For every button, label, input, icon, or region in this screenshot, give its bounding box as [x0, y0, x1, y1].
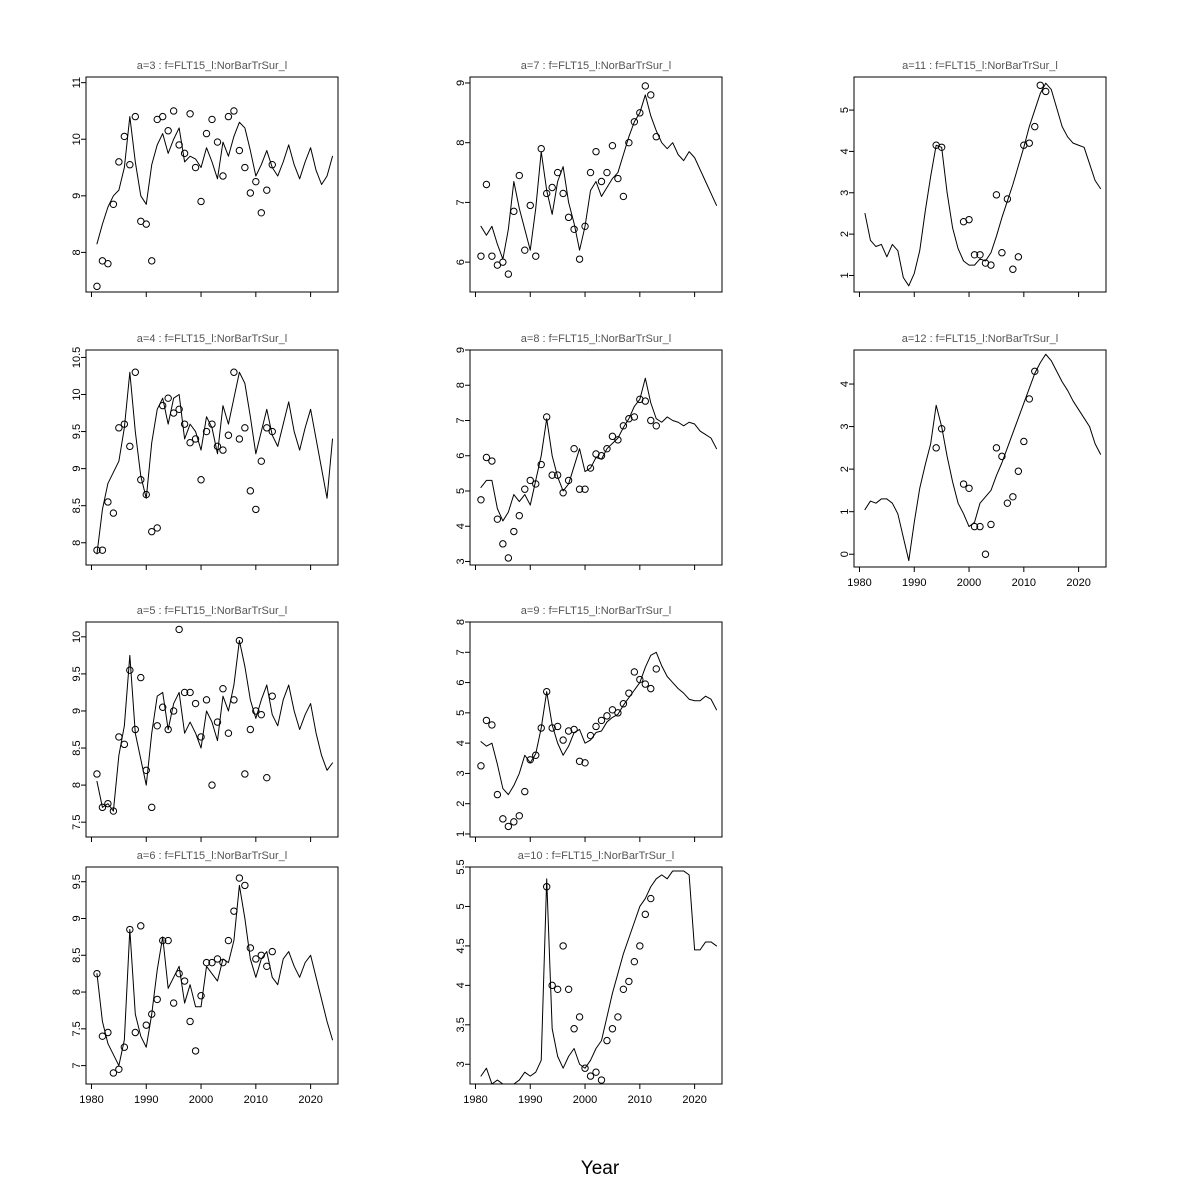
observation-point — [489, 458, 495, 464]
observation-point — [522, 486, 528, 492]
observation-point — [615, 710, 621, 716]
observation-point — [127, 667, 133, 673]
panel-title: a=3 : f=FLT15_l:NorBarTrSur_l — [136, 60, 288, 72]
y-tick-label: 7 — [454, 417, 467, 424]
observation-point — [982, 551, 988, 557]
plot-frame — [854, 77, 1106, 292]
observation-point — [264, 774, 270, 780]
observation-point — [264, 963, 270, 969]
x-tick-label: 2010 — [243, 1094, 269, 1106]
y-tick-label: 5 — [454, 709, 467, 716]
y-tick-label: 2 — [454, 800, 467, 807]
observation-point — [242, 425, 248, 431]
panel-title: a=9 : f=FLT15_l:NorBarTrSur_l — [520, 605, 672, 617]
panel-title: a=8 : f=FLT15_l:NorBarTrSur_l — [520, 333, 672, 345]
y-tick-label: 2 — [838, 466, 851, 473]
x-tick-label: 1990 — [518, 1094, 543, 1106]
y-tick-label: 5.5 — [454, 859, 467, 875]
observation-point — [110, 201, 116, 207]
fitted-line — [481, 652, 717, 794]
observation-point — [127, 443, 133, 449]
observation-point — [988, 521, 994, 527]
observation-point — [198, 477, 204, 483]
observation-point — [231, 908, 237, 914]
observation-point — [187, 111, 193, 117]
observation-point — [511, 528, 517, 534]
y-tick-label: 9 — [70, 192, 83, 199]
panel-title: a=6 : f=FLT15_l:NorBarTrSur_l — [136, 850, 288, 862]
observation-point — [522, 247, 528, 253]
y-tick-label: 8 — [454, 618, 467, 626]
panel-title: a=7 : f=FLT15_l:NorBarTrSur_l — [520, 60, 672, 72]
y-tick-label: 4.5 — [454, 938, 467, 954]
x-tick-label: 2020 — [682, 1094, 707, 1106]
y-tick-label: 6 — [454, 679, 467, 686]
observation-point — [598, 717, 604, 723]
observation-point — [170, 108, 176, 114]
y-tick-label: 5 — [838, 107, 851, 114]
plot-frame — [86, 77, 338, 292]
observation-point — [1010, 266, 1016, 272]
observation-point — [198, 198, 204, 204]
observation-point — [494, 791, 500, 797]
observation-point — [165, 395, 171, 401]
y-tick-label: 7 — [454, 199, 467, 206]
plot-frame — [470, 867, 722, 1084]
observation-point — [620, 986, 626, 992]
observation-point — [966, 485, 972, 491]
y-tick-label: 4 — [454, 523, 467, 530]
y-tick-label: 7 — [454, 649, 467, 656]
observation-point — [242, 882, 248, 888]
observation-point — [505, 555, 511, 561]
y-tick-label: 5 — [454, 487, 467, 495]
observation-point — [264, 187, 270, 193]
y-tick-label: 10.5 — [70, 346, 83, 369]
observation-point — [516, 512, 522, 518]
observation-point — [170, 708, 176, 714]
y-tick-label: 9 — [70, 465, 83, 472]
x-tick-label: 1990 — [902, 577, 927, 589]
y-tick-label: 10 — [70, 133, 83, 146]
x-axis-label: Year — [580, 1158, 620, 1179]
chart-panel — [436, 55, 726, 300]
observation-point — [225, 937, 231, 943]
y-tick-label: 1 — [838, 272, 851, 279]
observation-point — [116, 1066, 122, 1072]
observation-point — [214, 139, 220, 145]
observation-point — [626, 690, 632, 696]
observation-point — [138, 674, 144, 680]
x-tick-label: 1980 — [847, 577, 872, 589]
observation-point — [220, 686, 226, 692]
observation-point — [527, 202, 533, 208]
y-tick-label: 6 — [454, 259, 467, 266]
observation-point — [483, 181, 489, 187]
fitted-line — [97, 117, 333, 244]
observation-point — [258, 210, 264, 216]
observation-point — [478, 497, 484, 503]
x-tick-label: 2010 — [627, 1094, 653, 1106]
observation-point — [154, 723, 160, 729]
observation-point — [516, 813, 522, 819]
observation-point — [236, 875, 242, 881]
x-tick-label: 2020 — [1066, 577, 1091, 589]
chart-panel — [52, 55, 342, 300]
chart-panel — [52, 328, 342, 573]
observation-point — [516, 172, 522, 178]
observation-point — [500, 816, 506, 822]
observation-point — [132, 369, 138, 375]
panel-title: a=5 : f=FLT15_l:NorBarTrSur_l — [136, 605, 288, 617]
observation-point — [258, 711, 264, 717]
observation-point — [637, 943, 643, 949]
observation-point — [143, 1022, 149, 1028]
y-tick-label: 1 — [838, 508, 851, 515]
y-tick-label: 11 — [70, 76, 83, 89]
y-tick-label: 0 — [838, 551, 851, 558]
observation-point — [478, 253, 484, 259]
chart-panel — [52, 845, 342, 1110]
observation-point — [587, 732, 593, 738]
y-tick-label: 7.5 — [70, 1021, 83, 1037]
observation-point — [620, 193, 626, 199]
y-tick-label: 5 — [454, 903, 467, 910]
observation-point — [138, 923, 144, 929]
observation-point — [554, 169, 560, 175]
x-tick-label: 1980 — [463, 1094, 488, 1106]
plot-frame — [86, 350, 338, 565]
y-tick-label: 4 — [838, 148, 851, 155]
y-tick-label: 8 — [70, 539, 83, 546]
observation-point — [247, 945, 253, 951]
observation-point — [598, 1077, 604, 1083]
x-tick-label: 2000 — [188, 1094, 214, 1106]
observation-point — [609, 142, 615, 148]
observation-point — [94, 771, 100, 777]
chart-panel — [52, 600, 342, 845]
observation-point — [571, 226, 577, 232]
y-tick-label: 3 — [838, 189, 851, 196]
y-tick-label: 9.5 — [70, 423, 83, 440]
observation-point — [593, 723, 599, 729]
y-tick-label: 8 — [454, 382, 467, 389]
observation-point — [253, 506, 259, 512]
observation-point — [560, 737, 566, 743]
y-tick-label: 1 — [454, 830, 467, 838]
observation-point — [500, 259, 506, 265]
observation-point — [1021, 438, 1027, 444]
observation-point — [187, 1018, 193, 1024]
y-tick-label: 3.5 — [454, 1017, 467, 1033]
observation-point — [489, 253, 495, 259]
observation-point — [209, 782, 215, 788]
observation-point — [560, 943, 566, 949]
fitted-line — [481, 378, 717, 521]
observation-point — [500, 541, 506, 547]
observation-point — [258, 458, 264, 464]
observation-point — [565, 986, 571, 992]
y-tick-label: 3 — [454, 558, 467, 565]
observation-point — [1010, 494, 1016, 500]
observation-point — [505, 823, 511, 829]
y-tick-label: 3 — [454, 1061, 467, 1068]
observation-point — [231, 697, 237, 703]
observation-point — [653, 423, 659, 429]
observation-point — [198, 734, 204, 740]
observation-point — [170, 1000, 176, 1006]
y-tick-label: 3 — [838, 423, 851, 430]
observation-point — [598, 178, 604, 184]
observation-point — [192, 164, 198, 170]
y-tick-label: 7.5 — [70, 814, 83, 830]
observation-point — [988, 262, 994, 268]
observation-point — [993, 445, 999, 451]
observation-point — [565, 214, 571, 220]
observation-point — [604, 1037, 610, 1043]
y-tick-label: 6 — [454, 452, 467, 459]
observation-point — [160, 402, 166, 408]
observation-point — [609, 1026, 615, 1032]
chart-panel — [436, 845, 726, 1110]
y-tick-label: 8 — [454, 139, 467, 146]
observation-point — [269, 693, 275, 699]
observation-point — [642, 911, 648, 917]
observation-point — [571, 445, 577, 451]
observation-point — [105, 499, 111, 505]
observation-point — [127, 162, 133, 168]
observation-point — [593, 1069, 599, 1075]
observation-point — [478, 763, 484, 769]
observation-point — [132, 1029, 138, 1035]
observation-point — [615, 1014, 621, 1020]
observation-point — [209, 116, 215, 122]
observation-point — [181, 978, 187, 984]
observation-point — [522, 788, 528, 794]
observation-point — [231, 108, 237, 114]
observation-point — [225, 730, 231, 736]
observation-point — [203, 697, 209, 703]
y-tick-label: 9 — [454, 346, 467, 354]
chart-panel — [820, 55, 1110, 300]
observation-point — [121, 133, 127, 139]
observation-point — [538, 145, 544, 151]
observation-point — [653, 666, 659, 672]
observation-point — [571, 1026, 577, 1032]
x-tick-label: 2000 — [956, 577, 982, 589]
observation-point — [554, 986, 560, 992]
observation-point — [576, 1014, 582, 1020]
x-tick-label: 1990 — [134, 1094, 159, 1106]
observation-point — [247, 488, 253, 494]
observation-point — [533, 253, 539, 259]
observation-point — [198, 993, 204, 999]
y-tick-label: 4 — [838, 380, 851, 388]
observation-point — [236, 147, 242, 153]
observation-point — [110, 510, 116, 516]
observation-point — [1026, 140, 1032, 146]
observation-point — [149, 258, 155, 264]
y-tick-label: 2 — [838, 231, 851, 238]
observation-point — [549, 184, 555, 190]
panel-title: a=10 : f=FLT15_l:NorBarTrSur_l — [517, 850, 675, 862]
observation-point — [220, 447, 226, 453]
observation-point — [1043, 88, 1049, 94]
observation-point — [116, 734, 122, 740]
fitted-line — [97, 372, 333, 554]
observation-point — [626, 978, 632, 984]
chart-panel — [820, 328, 1110, 593]
observation-point — [236, 436, 242, 442]
observation-point — [993, 192, 999, 198]
observation-point — [247, 190, 253, 196]
observation-point — [225, 113, 231, 119]
observation-point — [1015, 468, 1021, 474]
observation-point — [511, 208, 517, 214]
x-tick-label: 2000 — [572, 1094, 598, 1106]
observation-point — [642, 681, 648, 687]
y-tick-label: 7 — [70, 1062, 83, 1069]
fitted-line — [865, 354, 1101, 560]
observation-point — [160, 113, 166, 119]
y-tick-label: 8.5 — [70, 740, 83, 756]
observation-point — [933, 445, 939, 451]
y-tick-label: 9 — [70, 915, 83, 922]
observation-point — [220, 173, 226, 179]
observation-point — [604, 713, 610, 719]
y-tick-label: 10 — [70, 630, 83, 643]
plot-frame — [854, 350, 1106, 567]
observation-point — [648, 417, 654, 423]
x-tick-label: 2020 — [298, 1094, 323, 1106]
observation-point — [143, 767, 149, 773]
chart-panel — [436, 328, 726, 573]
y-tick-label: 4 — [454, 740, 467, 747]
observation-point — [247, 726, 253, 732]
panel-title: a=12 : f=FLT15_l:NorBarTrSur_l — [901, 333, 1059, 345]
observation-point — [116, 159, 122, 165]
fitted-line — [97, 885, 333, 1065]
observation-point — [593, 148, 599, 154]
observation-point — [960, 481, 966, 487]
observation-point — [165, 128, 171, 134]
observation-point — [648, 685, 654, 691]
y-tick-label: 8.5 — [70, 498, 83, 514]
observation-point — [648, 92, 654, 98]
y-tick-label: 8 — [70, 988, 83, 996]
observation-point — [94, 283, 100, 289]
y-tick-label: 9 — [70, 707, 83, 715]
observation-point — [121, 741, 127, 747]
x-tick-label: 2010 — [1011, 577, 1037, 589]
observation-point — [225, 432, 231, 438]
observation-point — [269, 948, 275, 954]
observation-point — [1037, 82, 1043, 88]
observation-point — [231, 369, 237, 375]
y-tick-label: 3 — [454, 770, 467, 777]
observation-point — [483, 717, 489, 723]
observation-point — [615, 175, 621, 181]
observation-point — [560, 190, 566, 196]
observation-point — [1004, 500, 1010, 506]
y-tick-label: 10 — [70, 388, 83, 401]
x-tick-label: 1980 — [79, 1094, 104, 1106]
observation-point — [631, 669, 637, 675]
observation-point — [154, 525, 160, 531]
observation-point — [966, 216, 972, 222]
observation-point — [999, 250, 1005, 256]
observation-point — [1026, 396, 1032, 402]
y-tick-label: 8 — [70, 782, 83, 789]
observation-point — [576, 256, 582, 262]
observation-point — [1032, 123, 1038, 129]
panel-title: a=4 : f=FLT15_l:NorBarTrSur_l — [136, 333, 288, 345]
panel-title: a=11 : f=FLT15_l:NorBarTrSur_l — [902, 60, 1058, 72]
observation-point — [494, 516, 500, 522]
observation-point — [154, 996, 160, 1002]
observation-point — [192, 1048, 198, 1054]
observation-point — [489, 722, 495, 728]
plot-frame — [470, 77, 722, 292]
observation-point — [176, 970, 182, 976]
y-tick-label: 8.5 — [70, 947, 83, 963]
y-tick-label: 4 — [454, 982, 467, 989]
observation-point — [192, 700, 198, 706]
observation-point — [648, 895, 654, 901]
observation-point — [253, 178, 259, 184]
observation-point — [587, 169, 593, 175]
observation-point — [642, 83, 648, 89]
observation-point — [121, 1044, 127, 1050]
chart-panel — [436, 600, 726, 845]
observation-point — [143, 221, 149, 227]
fitted-line — [481, 871, 717, 1086]
observation-point — [242, 164, 248, 170]
observation-point — [176, 626, 182, 632]
observation-point — [631, 958, 637, 964]
observation-point — [149, 804, 155, 810]
observation-point — [1015, 254, 1021, 260]
observation-point — [511, 819, 517, 825]
y-tick-label: 8 — [70, 249, 83, 256]
observation-point — [242, 771, 248, 777]
observation-point — [505, 271, 511, 277]
y-tick-label: 9 — [454, 79, 467, 87]
observation-point — [181, 150, 187, 156]
y-tick-label: 9.5 — [70, 874, 83, 890]
observation-point — [604, 169, 610, 175]
observation-point — [132, 113, 138, 119]
observation-point — [203, 130, 209, 136]
y-tick-label: 9.5 — [70, 666, 83, 682]
observation-point — [105, 261, 111, 267]
